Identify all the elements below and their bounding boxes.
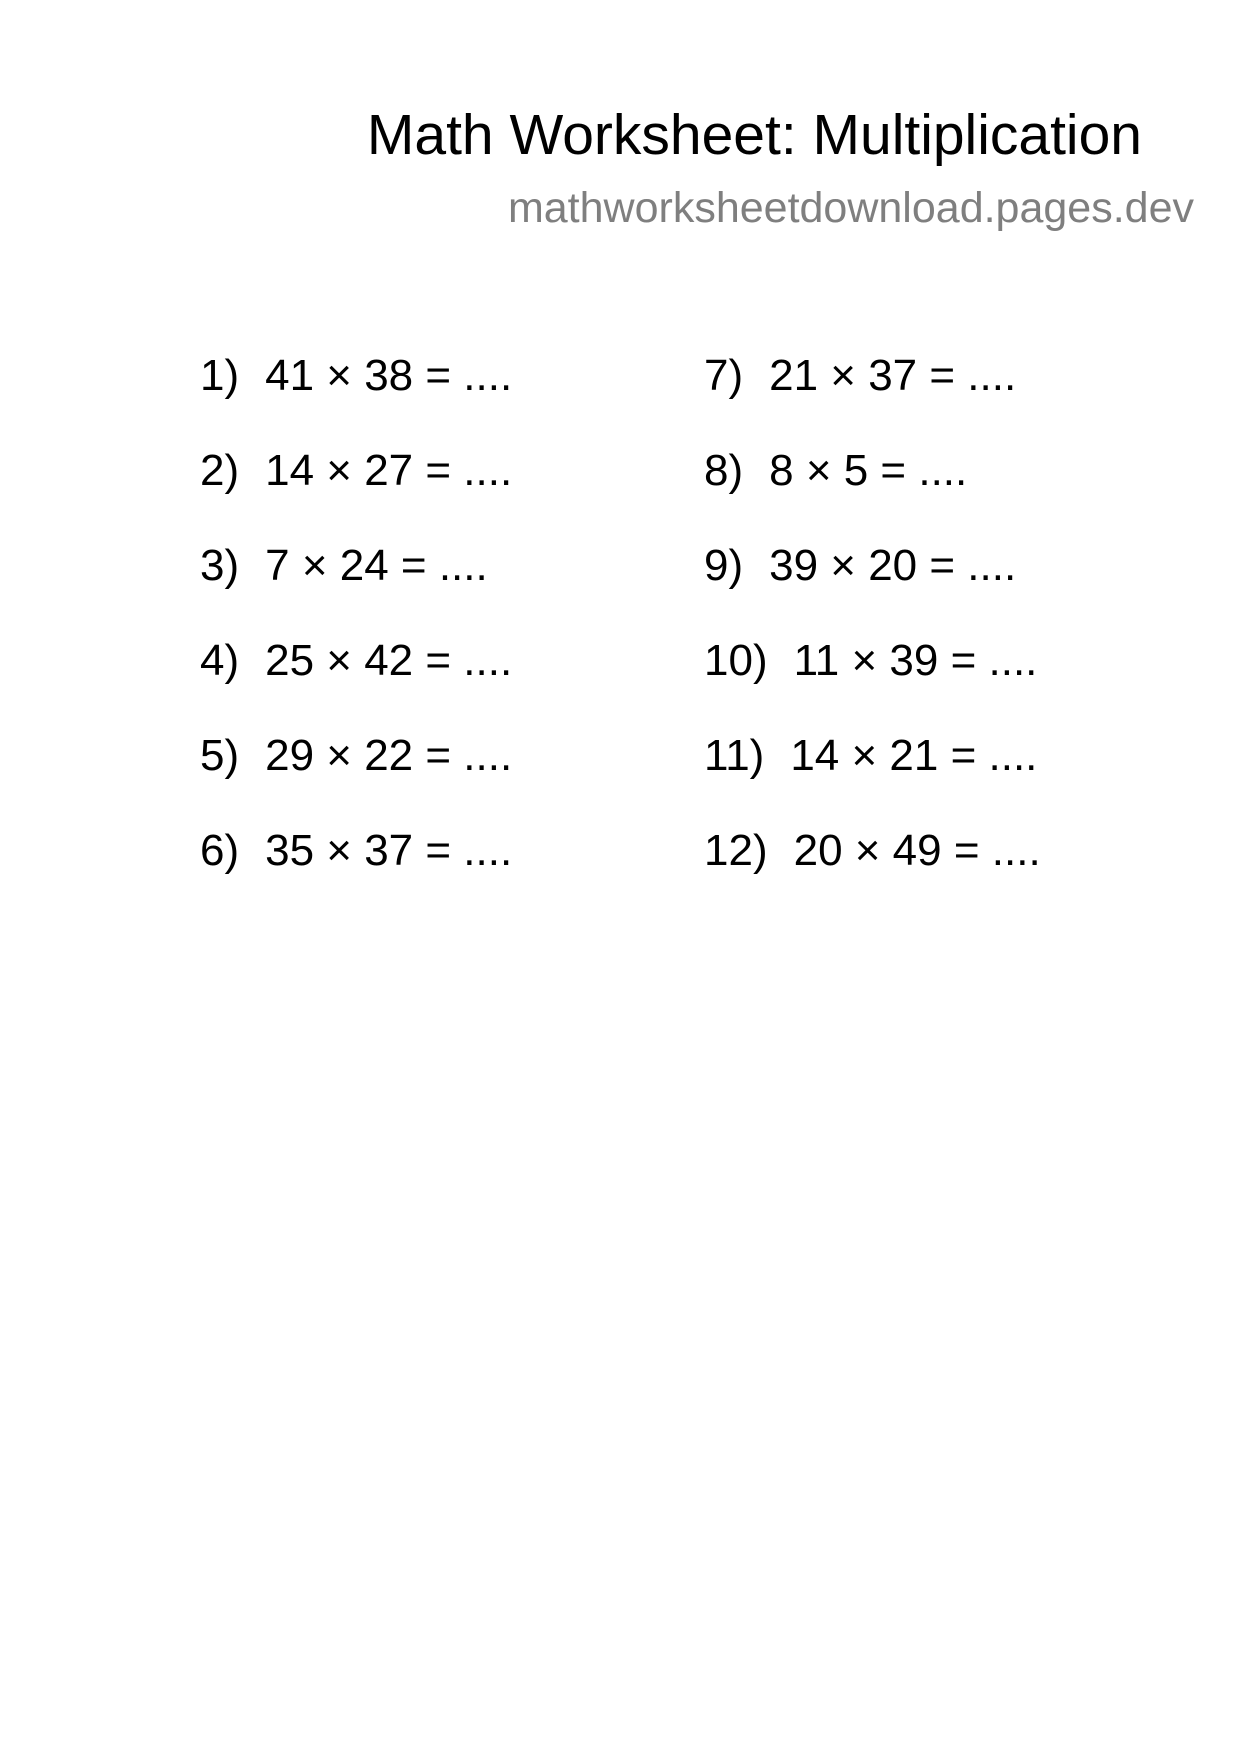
problem-item xyxy=(704,350,1041,445)
problem-number: 2) xyxy=(200,446,240,495)
worksheet-title: Math Worksheet: Multiplication xyxy=(366,103,1142,167)
problem-number: 8) xyxy=(704,446,744,495)
problem-item xyxy=(704,635,1041,730)
problem-item xyxy=(200,540,512,635)
problem-column-right xyxy=(704,350,1041,920)
problem-expression: 41 × 38 = .... xyxy=(265,351,513,400)
problem-number: 12) xyxy=(704,826,768,875)
problem-expression: 14 × 21 = .... xyxy=(790,731,1038,780)
problem-expression: 25 × 42 = .... xyxy=(265,636,513,685)
problem-number: 5) xyxy=(200,731,240,780)
problem-expression: 8 × 5 = .... xyxy=(769,446,968,495)
problem-expression: 29 × 22 = .... xyxy=(265,731,513,780)
problem-number: 11) xyxy=(704,731,765,780)
problem-item xyxy=(704,825,1041,920)
problem-expression: 35 × 37 = .... xyxy=(265,826,513,875)
problem-number: 1) xyxy=(200,351,240,400)
problem-expression: 11 × 39 = .... xyxy=(793,636,1038,685)
problem-expression: 39 × 20 = .... xyxy=(769,541,1017,590)
problem-item xyxy=(200,635,512,730)
problem-item xyxy=(200,350,512,445)
problem-item xyxy=(200,825,512,920)
problem-expression: 7 × 24 = .... xyxy=(265,541,488,590)
problem-number: 3) xyxy=(200,541,240,590)
problem-number: 7) xyxy=(704,351,744,400)
problem-item xyxy=(704,730,1041,825)
website-url: mathworksheetdownload.pages.dev xyxy=(507,184,1194,232)
problem-column-left xyxy=(200,350,512,920)
problem-number: 4) xyxy=(200,636,240,685)
problem-item xyxy=(704,445,1041,540)
problem-expression: 14 × 27 = .... xyxy=(265,446,513,495)
problem-expression: 20 × 49 = .... xyxy=(793,826,1041,875)
problem-number: 9) xyxy=(704,541,744,590)
problem-item xyxy=(200,445,512,540)
problem-item xyxy=(704,540,1041,635)
problem-item xyxy=(200,730,512,825)
problem-number: 10) xyxy=(704,636,768,685)
problem-expression: 21 × 37 = .... xyxy=(769,351,1017,400)
problem-number: 6) xyxy=(200,826,240,875)
